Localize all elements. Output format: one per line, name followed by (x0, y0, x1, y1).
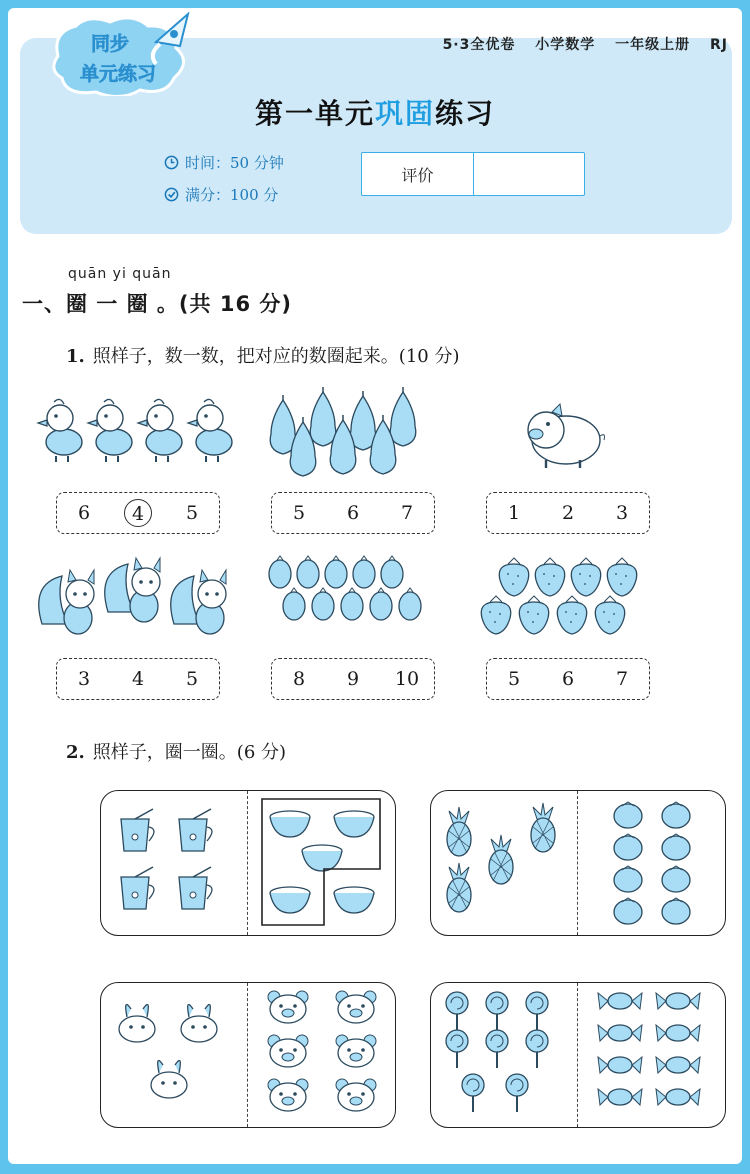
pear-icon (350, 391, 376, 450)
lollipop-icon (506, 1074, 528, 1112)
grape-icon (297, 556, 319, 588)
count-picture (462, 552, 676, 644)
count-item (462, 552, 676, 700)
number-option[interactable]: 6 (346, 502, 360, 524)
count-picture (32, 552, 246, 644)
unit-badge (48, 12, 198, 96)
number-option[interactable]: 3 (615, 502, 629, 524)
question-1-text: 照样子，数一数，把对应的数圈起来。(10 分) (92, 346, 460, 367)
count-picture-svg (32, 386, 246, 478)
count-picture-svg (32, 552, 246, 644)
cup-icon (121, 809, 154, 851)
grape-icon (381, 556, 403, 588)
bear-icon (336, 991, 376, 1023)
example-half (431, 791, 578, 935)
answer-half[interactable] (578, 791, 725, 935)
rabbit-icon (181, 1005, 217, 1043)
title-highlight: 巩固 (374, 97, 435, 130)
pear-icon (390, 387, 416, 446)
number-option[interactable]: 4 (124, 499, 152, 527)
cup-icon (121, 867, 154, 909)
count-item (32, 386, 246, 534)
number-options (56, 492, 220, 534)
number-option[interactable]: 3 (77, 668, 91, 690)
circle-box (100, 790, 396, 936)
strawberry-icon (481, 596, 510, 634)
strawberry-icon (499, 558, 528, 596)
bowl-icon (334, 887, 374, 913)
candy-icon (598, 1089, 642, 1105)
lollipop-icon (526, 1030, 548, 1068)
candy-icon (598, 1025, 642, 1041)
score-label: 满分：100 分 (185, 186, 279, 204)
bowl-icon (270, 887, 310, 913)
bear-icon (336, 1079, 376, 1111)
bowl-icon (334, 811, 374, 837)
candy-icon (656, 1057, 700, 1073)
bear-icon (336, 1035, 376, 1067)
number-option[interactable]: 7 (400, 502, 414, 524)
page-title (8, 92, 742, 132)
tomato-icon (662, 802, 690, 828)
lollipop-icon (486, 1030, 508, 1068)
example-half (101, 983, 248, 1127)
check-circle-icon (164, 187, 179, 202)
bear-icon (268, 1035, 308, 1067)
example-picture (101, 983, 247, 1125)
count-picture-svg (247, 386, 461, 478)
strawberry-icon (595, 596, 624, 634)
number-option[interactable]: 5 (292, 502, 306, 524)
grape-icon (399, 588, 421, 620)
pineapple-icon (489, 835, 513, 884)
tomato-icon (614, 898, 642, 924)
number-option[interactable]: 9 (346, 668, 360, 690)
count-item (32, 552, 246, 700)
pig-icon (528, 404, 605, 468)
number-options (486, 492, 650, 534)
number-options (56, 658, 220, 700)
grape-icon (269, 556, 291, 588)
evaluation-box (361, 152, 585, 196)
question-2-number: 2. (66, 742, 85, 763)
duck-icon (88, 399, 132, 462)
question-2-text: 照样子，圈一圈。(6 分) (92, 742, 287, 763)
grape-icon (325, 556, 347, 588)
grape-icon (353, 556, 375, 588)
question-2 (66, 738, 286, 764)
example-picture (101, 791, 247, 933)
duck-icon (188, 399, 232, 462)
strawberry-icon (557, 596, 586, 634)
subject-name: 小学数学 (535, 37, 596, 53)
pineapple-icon (447, 863, 471, 912)
tomato-icon (662, 834, 690, 860)
cup-icon (179, 809, 212, 851)
count-picture (32, 386, 246, 478)
lollipop-icon (462, 1074, 484, 1112)
count-item (462, 386, 676, 534)
candy-icon (598, 1057, 642, 1073)
worksheet-page (8, 8, 742, 1164)
tomato-icon (662, 898, 690, 924)
lollipop-icon (526, 992, 548, 1030)
series-name: 5·3全优卷 (442, 37, 516, 53)
count-picture (247, 386, 461, 478)
strawberry-icon (607, 558, 636, 596)
title-part2: 练习 (435, 97, 496, 130)
number-options (486, 658, 650, 700)
lollipop-icon (446, 992, 468, 1030)
tomato-icon (614, 834, 642, 860)
circle-box (430, 982, 726, 1128)
squirrel-icon (105, 558, 160, 622)
number-options (271, 658, 435, 700)
number-option[interactable]: 6 (561, 668, 575, 690)
candy-icon (598, 993, 642, 1009)
candy-icon (656, 993, 700, 1009)
example-picture (431, 791, 577, 933)
squirrel-icon (39, 570, 94, 634)
count-picture-svg (462, 552, 676, 644)
strawberry-icon (535, 558, 564, 596)
book-meta (429, 34, 728, 54)
answer-picture (578, 983, 724, 1125)
example-half (101, 791, 248, 935)
section-pinyin: quān yi quān (68, 266, 172, 282)
title-part1: 第一单元 (254, 97, 375, 130)
circle-box (100, 982, 396, 1128)
count-picture-svg (462, 386, 676, 478)
evaluation-label: 评价 (362, 153, 474, 195)
edition-code: RJ (710, 37, 728, 53)
badge-line1: 同步 (90, 33, 130, 55)
bear-icon (268, 991, 308, 1023)
bowl-icon (302, 845, 342, 871)
cup-icon (179, 867, 212, 909)
number-option[interactable]: 1 (507, 502, 521, 524)
answer-picture (578, 791, 724, 933)
count-item (247, 552, 461, 700)
time-label: 时间：50 分钟 (185, 154, 284, 172)
strawberry-icon (571, 558, 600, 596)
tomato-icon (662, 866, 690, 892)
count-picture (462, 386, 676, 478)
example-half (431, 983, 578, 1127)
squirrel-icon (171, 570, 226, 634)
grape-icon (312, 588, 334, 620)
pear-icon (310, 387, 336, 446)
tomato-icon (614, 866, 642, 892)
number-option[interactable]: 10 (394, 668, 420, 690)
pineapple-icon (531, 803, 555, 852)
answer-picture (248, 983, 394, 1125)
pineapple-icon (447, 807, 471, 856)
grape-icon (341, 588, 363, 620)
grape-icon (370, 588, 392, 620)
answer-half[interactable] (578, 983, 725, 1127)
candy-icon (656, 1025, 700, 1041)
number-option[interactable]: 4 (131, 668, 145, 690)
question-1-number: 1. (66, 346, 85, 367)
count-picture (247, 552, 461, 644)
answer-picture (248, 791, 394, 933)
number-option[interactable]: 6 (77, 502, 91, 524)
score-row (164, 184, 278, 205)
number-option[interactable]: 5 (185, 502, 199, 524)
count-picture-svg (247, 552, 461, 644)
grade-name: 一年级上册 (615, 37, 691, 53)
number-option[interactable]: 5 (185, 668, 199, 690)
question-1 (66, 342, 459, 368)
bear-icon (268, 1079, 308, 1111)
strawberry-icon (519, 596, 548, 634)
number-option[interactable]: 5 (507, 668, 521, 690)
example-picture (431, 983, 577, 1125)
rabbit-icon (119, 1005, 155, 1043)
number-option[interactable]: 2 (561, 502, 575, 524)
rabbit-icon (151, 1061, 187, 1099)
number-option[interactable]: 8 (292, 668, 306, 690)
duck-icon (38, 399, 82, 462)
tomato-icon (614, 802, 642, 828)
circle-box (430, 790, 726, 936)
time-row (164, 152, 284, 173)
lollipop-icon (446, 1030, 468, 1068)
evaluation-field[interactable] (474, 153, 584, 195)
duck-icon (138, 399, 182, 462)
badge-line2: 单元练习 (79, 63, 157, 85)
clock-icon (164, 155, 179, 170)
answer-half[interactable] (248, 791, 395, 935)
bowl-icon (270, 811, 310, 837)
answer-half[interactable] (248, 983, 395, 1127)
number-option[interactable]: 7 (615, 668, 629, 690)
grape-icon (283, 588, 305, 620)
lollipop-icon (486, 992, 508, 1030)
section-title: 一、圈 一 圈 。(共 16 分) (22, 292, 292, 316)
number-options (271, 492, 435, 534)
candy-icon (656, 1089, 700, 1105)
count-item (247, 386, 461, 534)
